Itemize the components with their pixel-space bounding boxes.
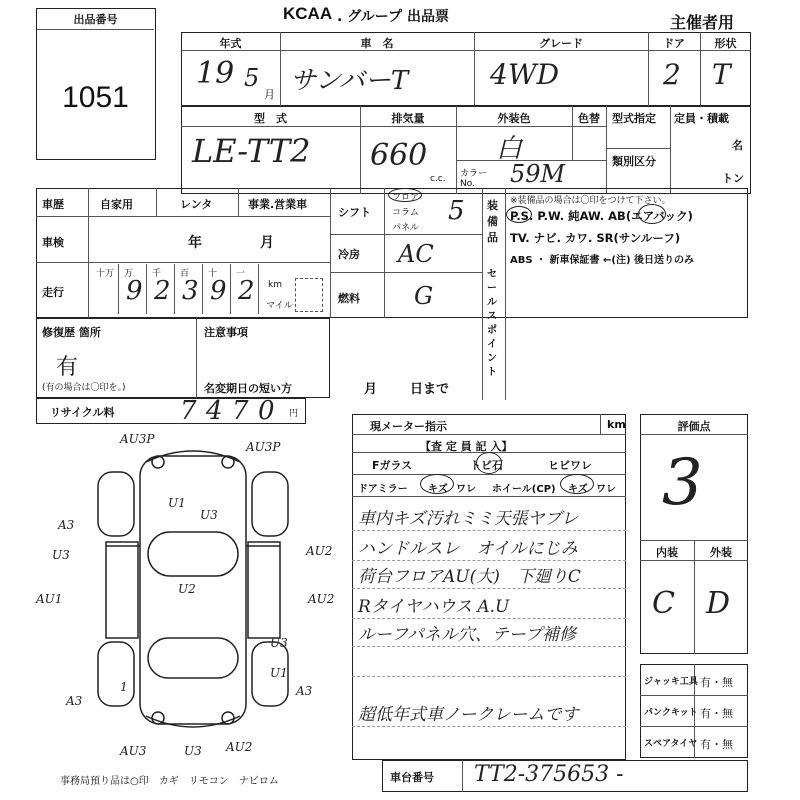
inspector-note: 荷台フロアAU(大) 下廻りC — [358, 567, 581, 587]
mileage-label: 走行 — [42, 286, 64, 299]
mileage-digit-label: 千 — [152, 269, 162, 279]
color-no-value: 59M — [510, 160, 566, 188]
repaint-label: 色替 — [578, 112, 600, 125]
month-value: 5 — [244, 64, 260, 92]
damage-mark: U3 — [200, 508, 218, 522]
car-diagram — [36, 426, 352, 766]
doors-label: ドア — [663, 37, 685, 50]
exterior-value: D — [706, 586, 731, 621]
damage-mark: U3 — [52, 548, 70, 562]
damage-mark: U1 — [270, 666, 288, 680]
chassis-value: TT2-375653 - — [474, 762, 624, 787]
equipment-line1: P.S. P.W. 純AW. AB(エアバック) — [510, 209, 693, 223]
shift-floor-circle — [388, 188, 422, 202]
inspector-title: 【査 定 員 記 入】 — [420, 440, 513, 453]
shape-value: T — [712, 58, 731, 91]
tobi-label: トビ石 — [470, 459, 503, 472]
inspector-note: ハンドルスレ オイルにじみ — [358, 539, 578, 559]
mileage-digit: 3 — [182, 276, 199, 306]
accessory-value: 有・無 — [700, 676, 733, 689]
inspection-label: 車検 — [42, 236, 64, 249]
name-change-label: 名変期日の短い方 — [204, 382, 292, 395]
type-designation-label: 型式指定 — [612, 112, 656, 125]
mirror-label: ドアミラー — [358, 484, 408, 495]
damage-mark: U1 — [168, 496, 186, 510]
accessory-label: ジャッキ工具 — [644, 677, 698, 687]
crack-label: ヒビワレ — [548, 459, 592, 472]
recycle-digit: 4 — [206, 396, 223, 426]
mirror-kizu: キズ — [428, 484, 448, 495]
meter-label: 現メーター指示 — [370, 420, 447, 433]
lot-label: 出品番号 — [73, 13, 118, 26]
wheel-kizu: キズ — [568, 484, 588, 495]
damage-mark: AU2 — [226, 740, 253, 754]
organizer-label: 主催者用 — [670, 13, 735, 32]
shift-label: シフト — [338, 206, 371, 219]
tobi-circle — [476, 452, 502, 474]
model-label: 型 式 — [254, 112, 287, 125]
form-title: . グループ 出品票 — [337, 9, 449, 25]
recycle-digit: 0 — [258, 396, 275, 426]
accessory-value: 有・無 — [700, 707, 733, 720]
name-change-day: 日まで — [410, 382, 450, 397]
inspection-year: 年 — [188, 235, 202, 251]
recycle-unit: 円 — [289, 409, 299, 419]
mileage-digit: 9 — [126, 276, 143, 306]
accessory-label: パンクキット — [644, 708, 698, 718]
shift-column: コラム — [392, 208, 419, 218]
damage-mark: AU1 — [36, 592, 63, 606]
capacity-unit: 名 — [732, 139, 743, 152]
model-value: LE-TT2 — [192, 132, 311, 170]
inspector-note: ルーフパネル穴、テープ補修 — [358, 625, 576, 645]
mirror-ware: ワレ — [456, 484, 476, 495]
equipment-label: 装備品 — [487, 199, 498, 244]
keys-note: 事務局預り品は○印 カギ リモコン ナビロム — [60, 776, 279, 787]
repair-value: 有 — [56, 355, 79, 380]
equipment-line2: TV. ナビ. カワ. SR(サンルーフ) — [510, 231, 681, 245]
aircon-label: 冷房 — [338, 248, 360, 261]
name-change-month: 月 — [364, 382, 378, 397]
mileage-digit: 2 — [154, 276, 171, 306]
damage-mark: AU3 — [120, 744, 147, 758]
damage-mark: U3 — [270, 636, 288, 650]
mileage-digit-label: 百 — [180, 269, 190, 279]
inspector-note: 超低年式車ノークレームです — [358, 705, 579, 725]
score-label: 評価点 — [677, 420, 711, 433]
aircon-value: AC — [398, 240, 434, 268]
damage-mark: AU3P — [120, 432, 155, 446]
fuel-value: G — [414, 282, 434, 310]
lot-number: 1051 — [62, 81, 129, 114]
fuel-label: 燃料 — [338, 292, 360, 305]
ab-circle — [638, 204, 666, 224]
mileage-digit-label: 万 — [124, 269, 134, 279]
recycle-digit: 7 — [180, 396, 197, 426]
month-unit: 月 — [264, 88, 275, 101]
cc-value: 660 — [370, 138, 428, 173]
exterior-label: 外装 — [710, 546, 732, 559]
chassis-label: 車台番号 — [390, 771, 434, 784]
recycle-label: リサイクル料 — [50, 406, 115, 419]
damage-mark: 1 — [120, 680, 128, 694]
color-label: 外装色 — [497, 112, 531, 125]
damage-mark: A3 — [296, 684, 313, 698]
color-no-label: カラー No. — [460, 169, 488, 189]
damage-mark: U2 — [178, 582, 196, 596]
damage-mark: AU2 — [308, 592, 335, 606]
damage-mark: U3 — [184, 744, 202, 758]
wheel-ware: ワレ — [596, 484, 616, 495]
inspector-note: 車内キズ汚れミミ天張ヤブレ — [358, 509, 578, 529]
interior-value: C — [652, 586, 675, 621]
lot-box — [36, 8, 156, 160]
mileage-digit-label: 十 — [208, 269, 218, 279]
inspection-month: 月 — [260, 235, 274, 251]
sales-point-label: セールスポイント — [487, 269, 497, 378]
equipment-line3: ABS ・ 新車保証書 ←(注) 後日送りのみ — [510, 255, 695, 266]
interior-label: 内装 — [656, 546, 678, 559]
inspector-note: Rタイヤハウス A.U — [358, 597, 510, 617]
class-label: 類別区分 — [612, 155, 656, 168]
history-label: 車歴 — [42, 198, 64, 211]
cc-label: 排気量 — [391, 112, 425, 125]
damage-mark: A3 — [66, 694, 83, 708]
history-rental: レンタ — [180, 198, 213, 211]
load-unit: トン — [722, 172, 744, 185]
grade-value: 4WD — [490, 58, 560, 91]
damage-mark: AU3P — [246, 440, 281, 454]
damage-mark: A3 — [58, 518, 75, 532]
accessory-label: スペアタイヤ — [644, 739, 698, 749]
shift-panel: パネル — [392, 223, 420, 233]
mileage-digit-label: 十万 — [96, 269, 115, 279]
year-label: 年式 — [219, 37, 242, 50]
shift-value: 5 — [448, 196, 465, 226]
capacity-label: 定員・積載 — [674, 112, 729, 125]
accessory-value: 有・無 — [700, 738, 733, 751]
history-business: 事業.営業車 — [248, 198, 308, 211]
notes-label: 注意事項 — [204, 326, 248, 339]
shape-label: 形状 — [714, 37, 737, 50]
grade-label: グレード — [539, 37, 583, 50]
make-value: サンバーT — [290, 66, 409, 96]
cc-unit: c.c. — [430, 174, 446, 184]
mile-unit: マイル — [266, 301, 293, 311]
brand-logo: KCAA — [283, 4, 333, 23]
recycle-digit: 7 — [232, 396, 249, 426]
mileage-digit: 9 — [210, 276, 227, 306]
repair-label: 修復歴 箇所 — [42, 326, 101, 339]
equipment-note: ※装備品の場合は〇印をつけて下さい。 — [510, 196, 671, 206]
wheel-kizu-circle — [560, 474, 594, 494]
ps-circle — [506, 206, 532, 223]
repair-note: (有の場合は〇印を。) — [42, 383, 126, 393]
glass-label: Fガラス — [372, 459, 413, 472]
color-value: 白 — [496, 134, 523, 164]
score-value: 3 — [662, 446, 703, 520]
mile-box — [295, 278, 323, 312]
km-unit: km — [268, 280, 282, 290]
history-private: 自家用 — [100, 198, 133, 211]
make-label: 車 名 — [360, 37, 394, 50]
meter-unit: km — [607, 418, 626, 431]
shift-floor: フロア — [392, 193, 420, 203]
mileage-digit: 2 — [238, 276, 255, 306]
damage-mark: AU2 — [306, 544, 333, 558]
doors-value: 2 — [663, 58, 681, 91]
mirror-kizu-circle — [420, 474, 454, 494]
mileage-digit-label: 一 — [236, 269, 246, 279]
year-value: 19 — [196, 56, 235, 91]
wheel-label: ホイール(CP) — [492, 484, 556, 495]
